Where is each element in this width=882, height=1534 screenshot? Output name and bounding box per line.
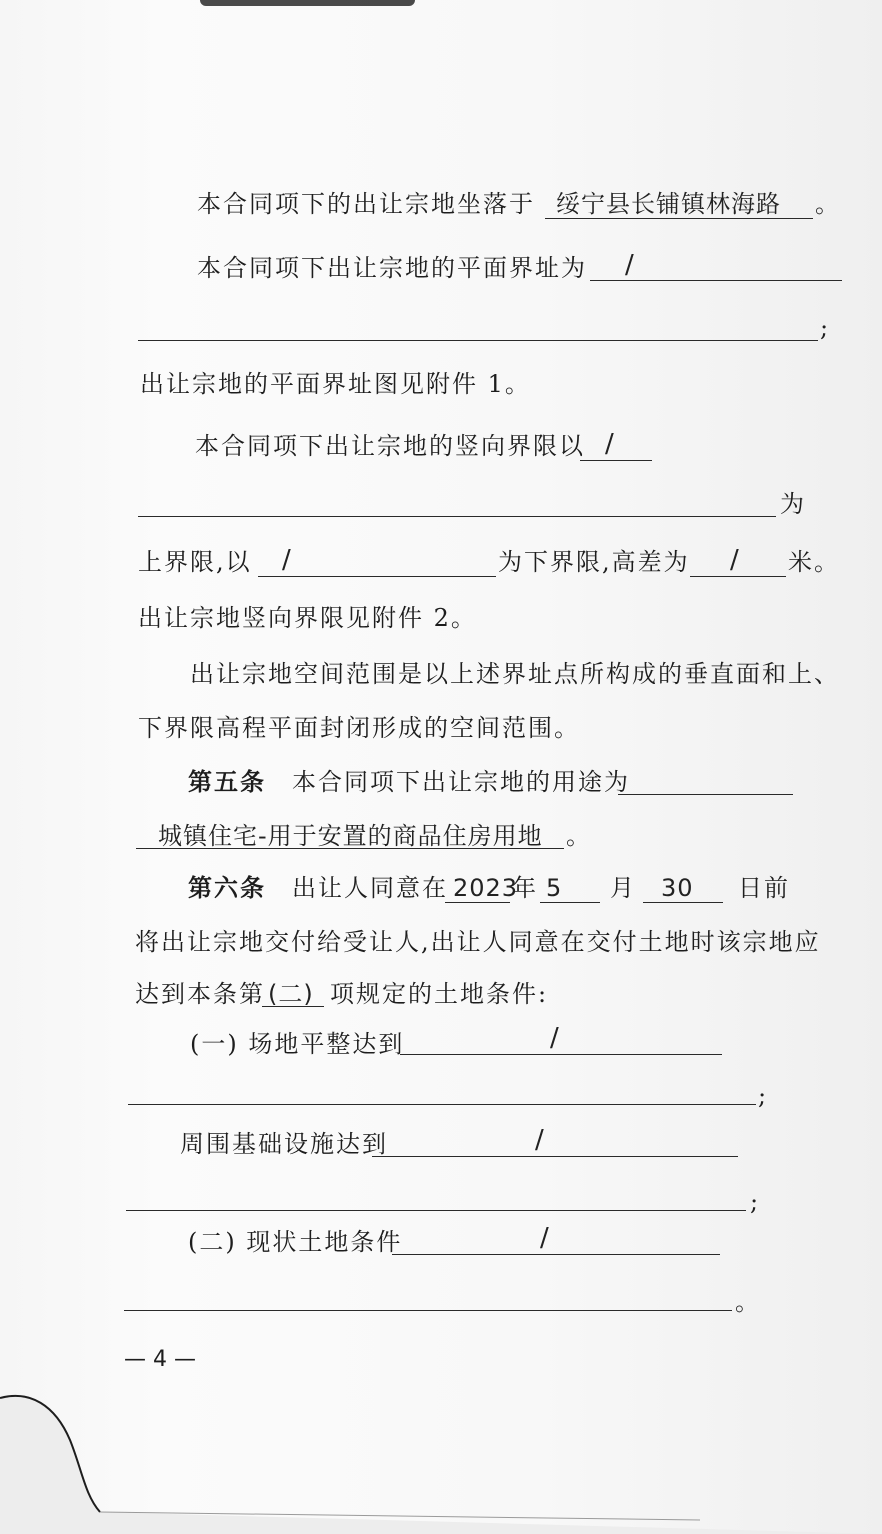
land-use-underline-2	[136, 848, 564, 849]
vertical-boundary-label: 本合同项下出让宗地的竖向界限以	[195, 432, 585, 460]
location-end: 。	[815, 190, 841, 218]
plane-boundary-end: ;	[820, 314, 831, 342]
vertical-boundary-underline	[580, 460, 652, 461]
location-value: 绥宁县长铺镇林海路	[556, 190, 781, 218]
lower-limit-underline	[258, 576, 496, 577]
delivery-day: 30	[661, 874, 694, 902]
condition-item-underline	[262, 1006, 324, 1007]
land-use-end: 。	[566, 822, 592, 850]
infrastructure-label: 周围基础设施达到	[180, 1130, 388, 1158]
delivery-year: 2023	[453, 874, 519, 902]
month-unit: 月	[610, 874, 636, 902]
land-use-underline	[618, 794, 793, 795]
vertical-boundary-underline-2	[138, 516, 776, 517]
plane-boundary-label: 本合同项下出让宗地的平面界址为	[197, 254, 587, 282]
current-land-value: /	[540, 1223, 549, 1253]
infrastructure-end: ;	[750, 1188, 761, 1216]
condition-item-label: 达到本条第	[135, 980, 265, 1008]
article-5-heading: 第五条	[188, 767, 266, 796]
current-land-label: (二) 现状土地条件	[188, 1228, 403, 1256]
vertical-boundary-value: /	[605, 429, 614, 459]
infrastructure-value: /	[535, 1125, 544, 1155]
plane-boundary-underline-2	[138, 340, 818, 341]
height-diff-label: 为下界限,高差为	[498, 548, 690, 576]
location-underline	[545, 218, 813, 219]
current-land-end: 。	[735, 1288, 761, 1316]
page-number: — 4 —	[124, 1347, 196, 1372]
delivery-month-underline	[540, 902, 600, 903]
plane-boundary-value: /	[625, 250, 634, 280]
location-label: 本合同项下的出让宗地坐落于	[197, 190, 535, 218]
condition-item-suffix: 项规定的土地条件:	[330, 980, 549, 1008]
infrastructure-underline	[372, 1156, 738, 1157]
delivery-day-underline	[643, 902, 723, 903]
vertical-boundary-annex-note: 出让宗地竖向界限见附件 2。	[138, 604, 477, 632]
upper-limit-label: 上界限,以	[138, 548, 252, 576]
delivery-year-underline	[445, 902, 510, 903]
delivery-text: 将出让宗地交付给受让人,出让人同意在交付土地时该宗地应	[135, 928, 821, 956]
land-use-value: 城镇住宅-用于安置的商品住房用地	[158, 822, 543, 850]
scan-binding-mark	[200, 0, 415, 6]
site-leveling-end: ;	[758, 1082, 769, 1110]
space-range-text-1: 出让宗地空间范围是以上述界址点所构成的垂直面和上、	[190, 660, 840, 688]
height-diff-unit: 米。	[788, 548, 840, 576]
space-range-text-2: 下界限高程平面封闭形成的空间范围。	[138, 714, 580, 742]
plane-boundary-annex-note: 出让宗地的平面界址图见附件 1。	[140, 370, 531, 398]
delivery-month: 5	[546, 874, 563, 902]
current-land-underline	[392, 1254, 720, 1255]
day-unit: 日前	[738, 874, 790, 902]
lower-limit-value: /	[282, 545, 291, 575]
height-diff-value: /	[730, 545, 739, 575]
site-leveling-label: (一) 场地平整达到	[190, 1030, 405, 1058]
infrastructure-underline-2	[126, 1210, 746, 1211]
upper-limit-word: 为	[780, 490, 806, 518]
site-leveling-underline	[400, 1054, 722, 1055]
year-unit: 年	[512, 874, 538, 902]
site-leveling-value: /	[550, 1023, 559, 1053]
height-diff-underline	[690, 576, 786, 577]
condition-item-value: (二)	[268, 980, 314, 1008]
land-use-label: 本合同项下出让宗地的用途为	[292, 768, 630, 796]
site-leveling-underline-2	[128, 1104, 756, 1105]
delivery-date-label: 出让人同意在	[292, 874, 448, 902]
paper-fold-edge	[0, 1380, 882, 1534]
current-land-underline-2	[124, 1310, 732, 1311]
article-6-heading: 第六条	[188, 873, 266, 902]
